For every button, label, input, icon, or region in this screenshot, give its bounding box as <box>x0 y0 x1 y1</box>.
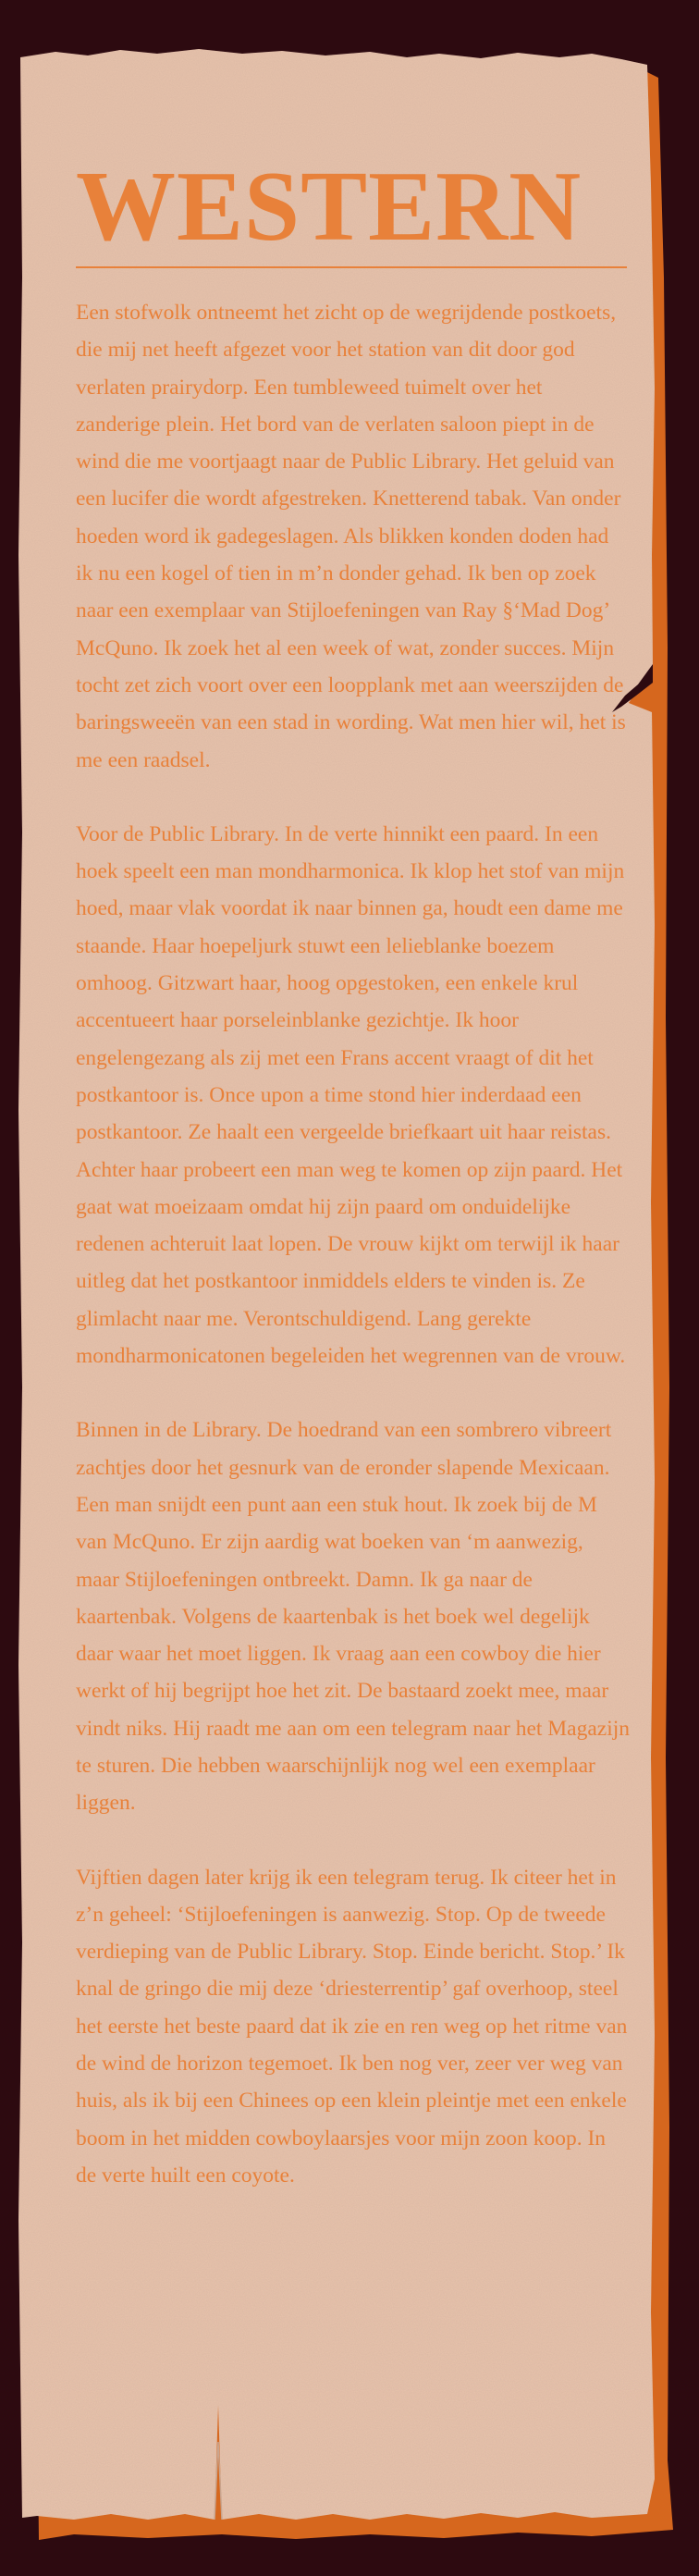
paragraph-4: Vijftien dagen later krijg ik een telegram terug. Ik citeer het in z’n geheel: ‘Stijloefeningen is aanwezig. Stop. Op de tweede verdieping van de Public Library. Stop. Einde bericht. Stop.’ Ik knal de gringo die mij deze ‘driesterrentip’ gaf overhoop, steel het eerste het beste paard dat ik zie en ren weg op het ritme van de wind de horizon tegemoet. Ik ben nog ver, zeer ver weg van huis, als ik bij een Chinees op een klein pleintje met een enkele boom in het midden cowboylaarsjes voor mijn zoon koop. In de verte huilt een coyote. <box>76 1865 628 2188</box>
paragraph-3: Binnen in de Library. De hoedrand van een sombrero vibreert zachtjes door het gesnurk van de eronder slapende Mexicaan. Een man snijdt een punt aan een stuk hout. Ik zoek bij de M van McQuno. Er zijn aardig wat boeken van ‘m aanwezig, maar Stijloefeningen ontbreekt. Damn. Ik ga naar de kaartenbak. Volgens de kaartenbak is het boek wel degelijk daar waar het moet liggen. Ik vraag aan een cowboy die hier werkt of hij begrijpt hoe het zit. De bastaard zoekt mee, maar vindt niks. Hij raadt me aan om een telegram naar het Magazijn te sturen. Die hebben waarschijnlijk nog wel een exemplaar liggen. <box>76 1418 631 1816</box>
title-divider <box>76 266 627 268</box>
article <box>76 152 631 2231</box>
page-title: WESTERN <box>76 152 582 262</box>
paragraph-2: Voor de Public Library. In de verte hinnikt een paard. In een hoek speelt een man mondharmonica. Ik klop het stof van mijn hoed, maar vlak voordat ik naar binnen ga, houdt een dame me staande. Haar hoepeljurk stuwt een lelieblanke boezem omhoog. Gitzwart haar, hoog opgestoken, een enkele krul accentueert haar porseleinblanke gezichtje. Ik hoor engelengezang als zij met een Frans accent vraagt of dit het postkantoor is. Once upon a time stond hier inderdaad een postkantoor. Ze haalt een vergeelde briefkaart uit haar reistas. Achter haar probeert een man weg te komen op zijn paard. Het gaat wat moeizaam omdat hij zijn paard om onduidelijke redenen achteruit laat lopen. De vrouw kijkt om terwijl ik haar uitleg dat het postkantoor inmiddels elders te vinden is. Ze glimlacht naar me. Verontschuldigend. Lang gerekte mondharmonicatonen begeleiden het wegrennen van de vrouw. <box>76 821 626 1369</box>
paragraph-1: Een stofwolk ontneemt het zicht op de wegrijdende postkoets, die mij net heeft afgezet voor het station van dit door god verlaten prairydorp. Een tumbleweed tuimelt over het zanderige plein. Het bord van de verlaten saloon piept in de wind die me voortjaagt naar de Public Library. Het geluid van een lucifer die wordt afgestreken. Knetterend tabak. Van onder hoeden word ik gadegeslagen. Als blikken konden doden had ik nu een kogel of tien in m’n donder gehad. Ik ben op zoek naar een exemplaar van Stijloefeningen van Ray §‘Mad Dog’ McQuno. Ik zoek het al een week of wat, zonder succes. Mijn tocht zet zich voort over een loopplank met aan weerszijden de baringsweeën van een stad in wording. Wat men hier wil, het is me een raadsel. <box>76 301 626 772</box>
